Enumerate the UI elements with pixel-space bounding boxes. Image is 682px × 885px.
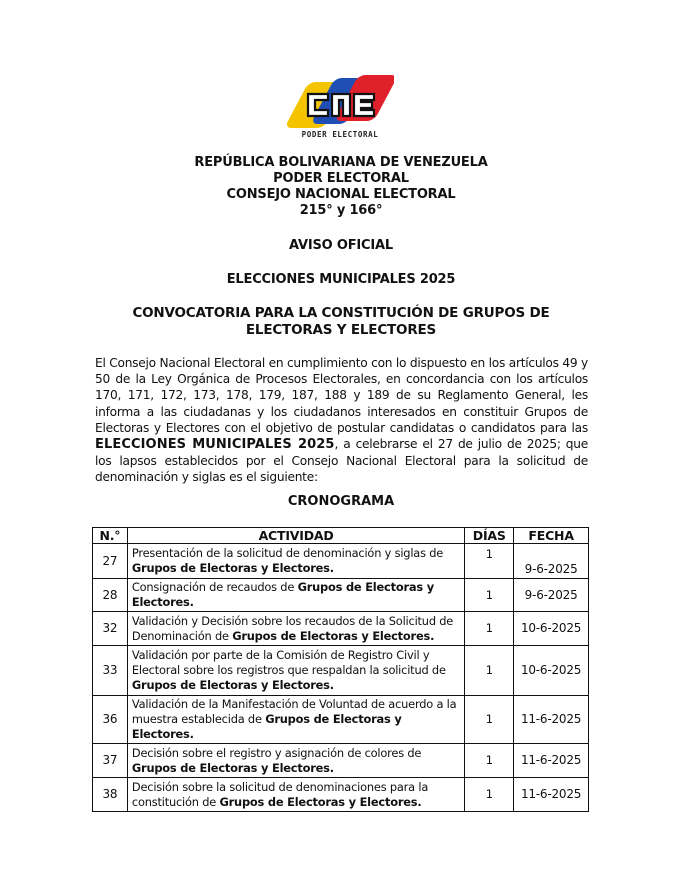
row-number: 36 — [93, 696, 128, 744]
table-row — [93, 778, 589, 812]
activity-bold: Grupos de Electoras y Electores. — [131, 561, 334, 575]
aviso-oficial-title: AVISO OFICIAL — [289, 238, 393, 253]
row-dias: 1 — [465, 544, 514, 579]
convocatoria-title — [0, 305, 682, 339]
row-activity — [127, 579, 464, 612]
paragraph-bold-elecciones: ELECCIONES MUNICIPALES 2025 — [95, 437, 335, 453]
convocatoria-line-1: CONVOCATORIA PARA LA CONSTITUCIÓN DE GRUPOS DE — [132, 305, 550, 321]
row-fecha: 11-6-2025 — [514, 778, 589, 812]
paragraph-text-1: El Consejo Nacional Electoral en cumplimiento con lo dispuesto en los artículos 49 y 50 de la Ley Orgánica de Procesos Electorales, en concordancia con los artículos 170, 171, 172, 173, 178, 179, 187, 188 y 189 de su Reglamento General, les informa a las ciudadanas y los ciudadanos interesados en constituir Grupos de Electoras y Electores con el objetivo de postular candidatas o candidatos para las — [95, 356, 588, 435]
row-dias: 1 — [465, 696, 514, 744]
table-row — [93, 744, 589, 778]
row-dias: 1 — [465, 612, 514, 646]
activity-bold: Grupos de Electoras y Electores. — [131, 712, 402, 741]
activity-bold: Grupos de Electoras y Electores. — [131, 760, 334, 775]
row-activity — [127, 744, 464, 778]
header-line-consejo: CONSEJO NACIONAL ELECTORAL — [226, 187, 456, 202]
row-activity — [127, 646, 464, 696]
convocatoria-line-2: ELECTORAS Y ELECTORES — [245, 322, 437, 338]
table-header-row — [93, 528, 589, 544]
header-line-years: 215° y 166° — [299, 203, 383, 218]
header-line-poder: PODER ELECTORAL — [273, 171, 409, 186]
row-fecha: 9-6-2025 — [514, 579, 589, 612]
row-fecha: 10-6-2025 — [514, 612, 589, 646]
row-dias: 1 — [465, 579, 514, 612]
elecciones-title: ELECCIONES MUNICIPALES 2025 — [226, 272, 456, 287]
row-number: 28 — [93, 579, 128, 612]
activity-bold: Grupos de Electoras y Electores. — [219, 794, 422, 809]
header-line-republica: REPÚBLICA BOLIVARIANA DE VENEZUELA — [194, 155, 488, 170]
column-header-actividad: ACTIVIDAD — [127, 528, 464, 544]
table-row — [93, 579, 589, 612]
row-number: 37 — [93, 744, 128, 778]
row-fecha: 11-6-2025 — [514, 744, 589, 778]
row-dias: 1 — [465, 778, 514, 812]
table-row — [93, 544, 589, 579]
row-activity — [127, 696, 464, 744]
row-activity — [127, 544, 464, 579]
table-row — [93, 646, 589, 696]
row-number: 38 — [93, 778, 128, 812]
cne-logo-icon — [286, 72, 394, 134]
column-header-num: N.° — [93, 528, 128, 544]
row-number: 27 — [93, 544, 128, 579]
row-number: 33 — [93, 646, 128, 696]
cronograma-table — [92, 527, 589, 812]
row-fecha: 11-6-2025 — [514, 696, 589, 744]
row-activity — [127, 778, 464, 812]
activity-text: Validación por parte de la Comisión de Registro Civil y Electoral sobre los registros que respaldan la solicitud de — [131, 648, 446, 677]
logo-caption: PODER ELECTORAL — [301, 130, 379, 139]
column-header-dias: DÍAS — [465, 528, 514, 544]
activity-text: Validación y Decisión sobre los recaudos de la Solicitud de Denominación de — [131, 613, 454, 643]
activity-bold: Grupos de Electoras y Electores. — [131, 678, 334, 692]
institution-header — [0, 155, 682, 219]
activity-text: Decisión sobre el registro y asignación de colores de — [131, 745, 422, 760]
intro-paragraph — [95, 355, 588, 486]
activity-text: Validación de la Manifestación de Voluntad de acuerdo a la muestra establecida de — [131, 697, 457, 726]
table-row — [93, 696, 589, 744]
activity-text: Decisión sobre la solicitud de denominaciones para la constitución de — [131, 779, 429, 809]
row-dias: 1 — [465, 646, 514, 696]
table-row — [93, 612, 589, 646]
cronograma-title: CRONOGRAMA — [287, 494, 395, 509]
activity-bold: Grupos de Electoras y Electores. — [131, 580, 434, 609]
row-activity — [127, 612, 464, 646]
row-dias: 1 — [465, 744, 514, 778]
column-header-fecha: FECHA — [514, 528, 589, 544]
activity-text: Presentación de la solicitud de denominación y siglas de — [131, 546, 444, 560]
activity-text: Consignación de recaudos de — [131, 580, 298, 594]
paragraph-text-2: , a celebrarse el 27 de julio de 2025; que los lapsos establecidos por el Consejo Nacional Electoral para la solicitud de denominación y siglas es el siguiente: — [95, 437, 588, 485]
row-number: 32 — [93, 612, 128, 646]
row-fecha: 9-6-2025 — [514, 544, 589, 579]
row-fecha: 10-6-2025 — [514, 646, 589, 696]
activity-bold: Grupos de Electoras y Electores. — [232, 628, 435, 643]
